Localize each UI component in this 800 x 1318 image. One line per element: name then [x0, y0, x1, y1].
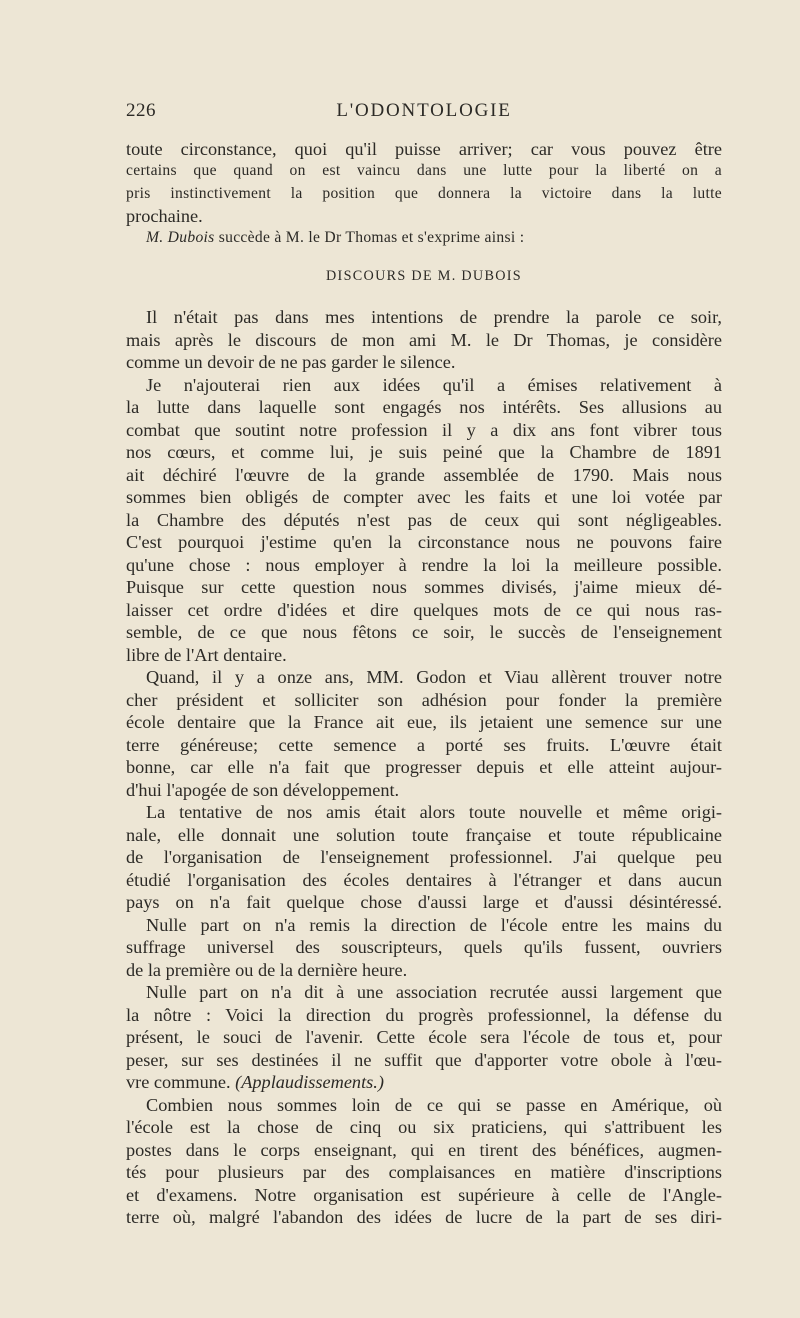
text-line: mais après le discours de mon ami M. le Dr Thomas, je considère: [126, 329, 722, 350]
text-line: C'est pourquoi j'estime qu'en la circonstance nous ne pouvons faire: [126, 532, 722, 553]
text-line: prochaine.: [126, 205, 203, 226]
text-line: école dentaire que la France ait eue, ils jetaient une semence sur une: [126, 712, 722, 733]
text-line: vre commune.: [126, 1072, 231, 1093]
text-line: Quand, il y a onze ans, MM. Godon et Viau allèrent trouver notre: [146, 667, 722, 688]
text-line: présent, le souci de l'avenir. Cette école sera l'école de tous et, pour: [126, 1027, 722, 1048]
speech-text: [126, 306, 722, 1229]
text-line: Combien nous sommes loin de ce qui se passe en Amérique, où: [146, 1094, 722, 1115]
text-line: libre de l'Art dentaire.: [126, 644, 287, 665]
page-number: 226: [126, 100, 156, 121]
text-line: suffrage universel des souscripteurs, quels qu'ils fussent, ouvriers: [126, 937, 722, 958]
text-line: pays on n'a fait quelque chose d'aussi large et d'aussi désintéressé.: [126, 892, 722, 913]
text-line: de la première ou de la dernière heure.: [126, 959, 408, 980]
running-title: L'ODONTOLOGIE: [336, 100, 512, 121]
text-line: qu'une chose : nous employer à rendre la loi la meilleure possible.: [126, 554, 722, 575]
section-heading: DISCOURS DE M. DUBOIS: [326, 268, 522, 285]
attribution-line: [126, 227, 722, 249]
text-line: sommes bien obligés de compter avec les faits et une loi votée par: [126, 487, 722, 508]
page-header: [126, 100, 722, 130]
speaker-name: M. Dubois: [146, 229, 215, 247]
text-line: l'école est la chose de cinq ou six praticiens, qui s'attribuent les: [126, 1117, 722, 1138]
text-line: La tentative de nos amis était alors toute nouvelle et même origi-: [146, 802, 722, 823]
text-line: étudié l'organisation des écoles dentaires à l'étranger et dans aucun: [126, 869, 722, 890]
applause-note: (Applaudissements.): [235, 1072, 384, 1093]
text-line: de l'organisation de l'enseignement professionnel. J'ai quelque peu: [126, 847, 722, 868]
text-line: nale, elle donnait une solution toute française et toute républicaine: [126, 824, 722, 845]
text-line: tés pour plusieurs par des complaisances en matière d'inscriptions: [126, 1162, 722, 1183]
text-line: laisser cet ordre d'idées et dire quelques mots de ce qui nous ras-: [126, 599, 722, 620]
text-line: toute circonstance, quoi qu'il puisse arriver; car vous pouvez être: [126, 139, 722, 159]
page-body: [126, 138, 722, 1229]
text-line: bonne, car elle n'a fait que progresser depuis et elle atteint aujour-: [126, 757, 722, 778]
text-line: postes dans le corps enseignant, qui en tirent des bénéfices, augmen-: [126, 1139, 722, 1160]
text-line-with-applause: [126, 1071, 722, 1094]
text-line: d'hui l'apogée de son développement.: [126, 779, 400, 800]
attribution-text: succède à M. le Dr Thomas et s'exprime ainsi :: [214, 229, 525, 247]
text-line: cher président et solliciter son adhésion pour fonder la première: [126, 689, 722, 710]
text-line: nos cœurs, et comme lui, je suis peiné que la Chambre de 1891: [126, 442, 722, 463]
text-line: Puisque sur cette question nous sommes divisés, j'aime mieux dé-: [126, 577, 722, 598]
text-line: comme un devoir de ne pas garder le silence.: [126, 352, 456, 373]
text-line: semble, de ce que nous fêtons ce soir, le succès de l'enseignement: [126, 622, 722, 643]
text-line: peser, sur ses destinées il ne suffit que d'apporter votre obole à l'œu-: [126, 1049, 722, 1070]
text-line: la nôtre : Voici la direction du progrès professionnel, la défense du: [126, 1004, 722, 1025]
text-line: la lutte dans laquelle sont engagés nos intérêts. Ses allusions au: [126, 397, 722, 418]
text-line: pris instinctivement la position que donnera la victoire dans la lutte: [126, 184, 722, 202]
text-line: Nulle part on n'a remis la direction de l'école entre les mains du: [146, 914, 722, 935]
text-line: Je n'ajouterai rien aux idées qu'il a émises relativement à: [146, 374, 722, 395]
text-line: terre généreuse; cette semence a porté ses fruits. L'œuvre était: [126, 734, 722, 755]
text-line: combat que soutint notre profession il y a dix ans font vibrer tous: [126, 419, 722, 440]
text-line: ait déchiré l'œuvre de la grande assemblée de 1790. Mais nous: [126, 464, 722, 485]
text-line: certains que quand on est vaincu dans une lutte pour la liberté on a: [126, 162, 722, 180]
intro-paragraph: [126, 138, 722, 227]
text-line: la Chambre des députés n'est pas de ceux qui sont négligeables.: [126, 509, 722, 530]
text-line: terre où, malgré l'abandon des idées de lucre de la part de ses diri-: [126, 1207, 722, 1228]
text-line: Nulle part on n'a dit à une association recrutée aussi largement que: [146, 982, 722, 1003]
text-line: Il n'était pas dans mes intentions de prendre la parole ce soir,: [146, 307, 722, 328]
text-line: et d'examens. Notre organisation est supérieure à celle de l'Angle-: [126, 1184, 722, 1205]
